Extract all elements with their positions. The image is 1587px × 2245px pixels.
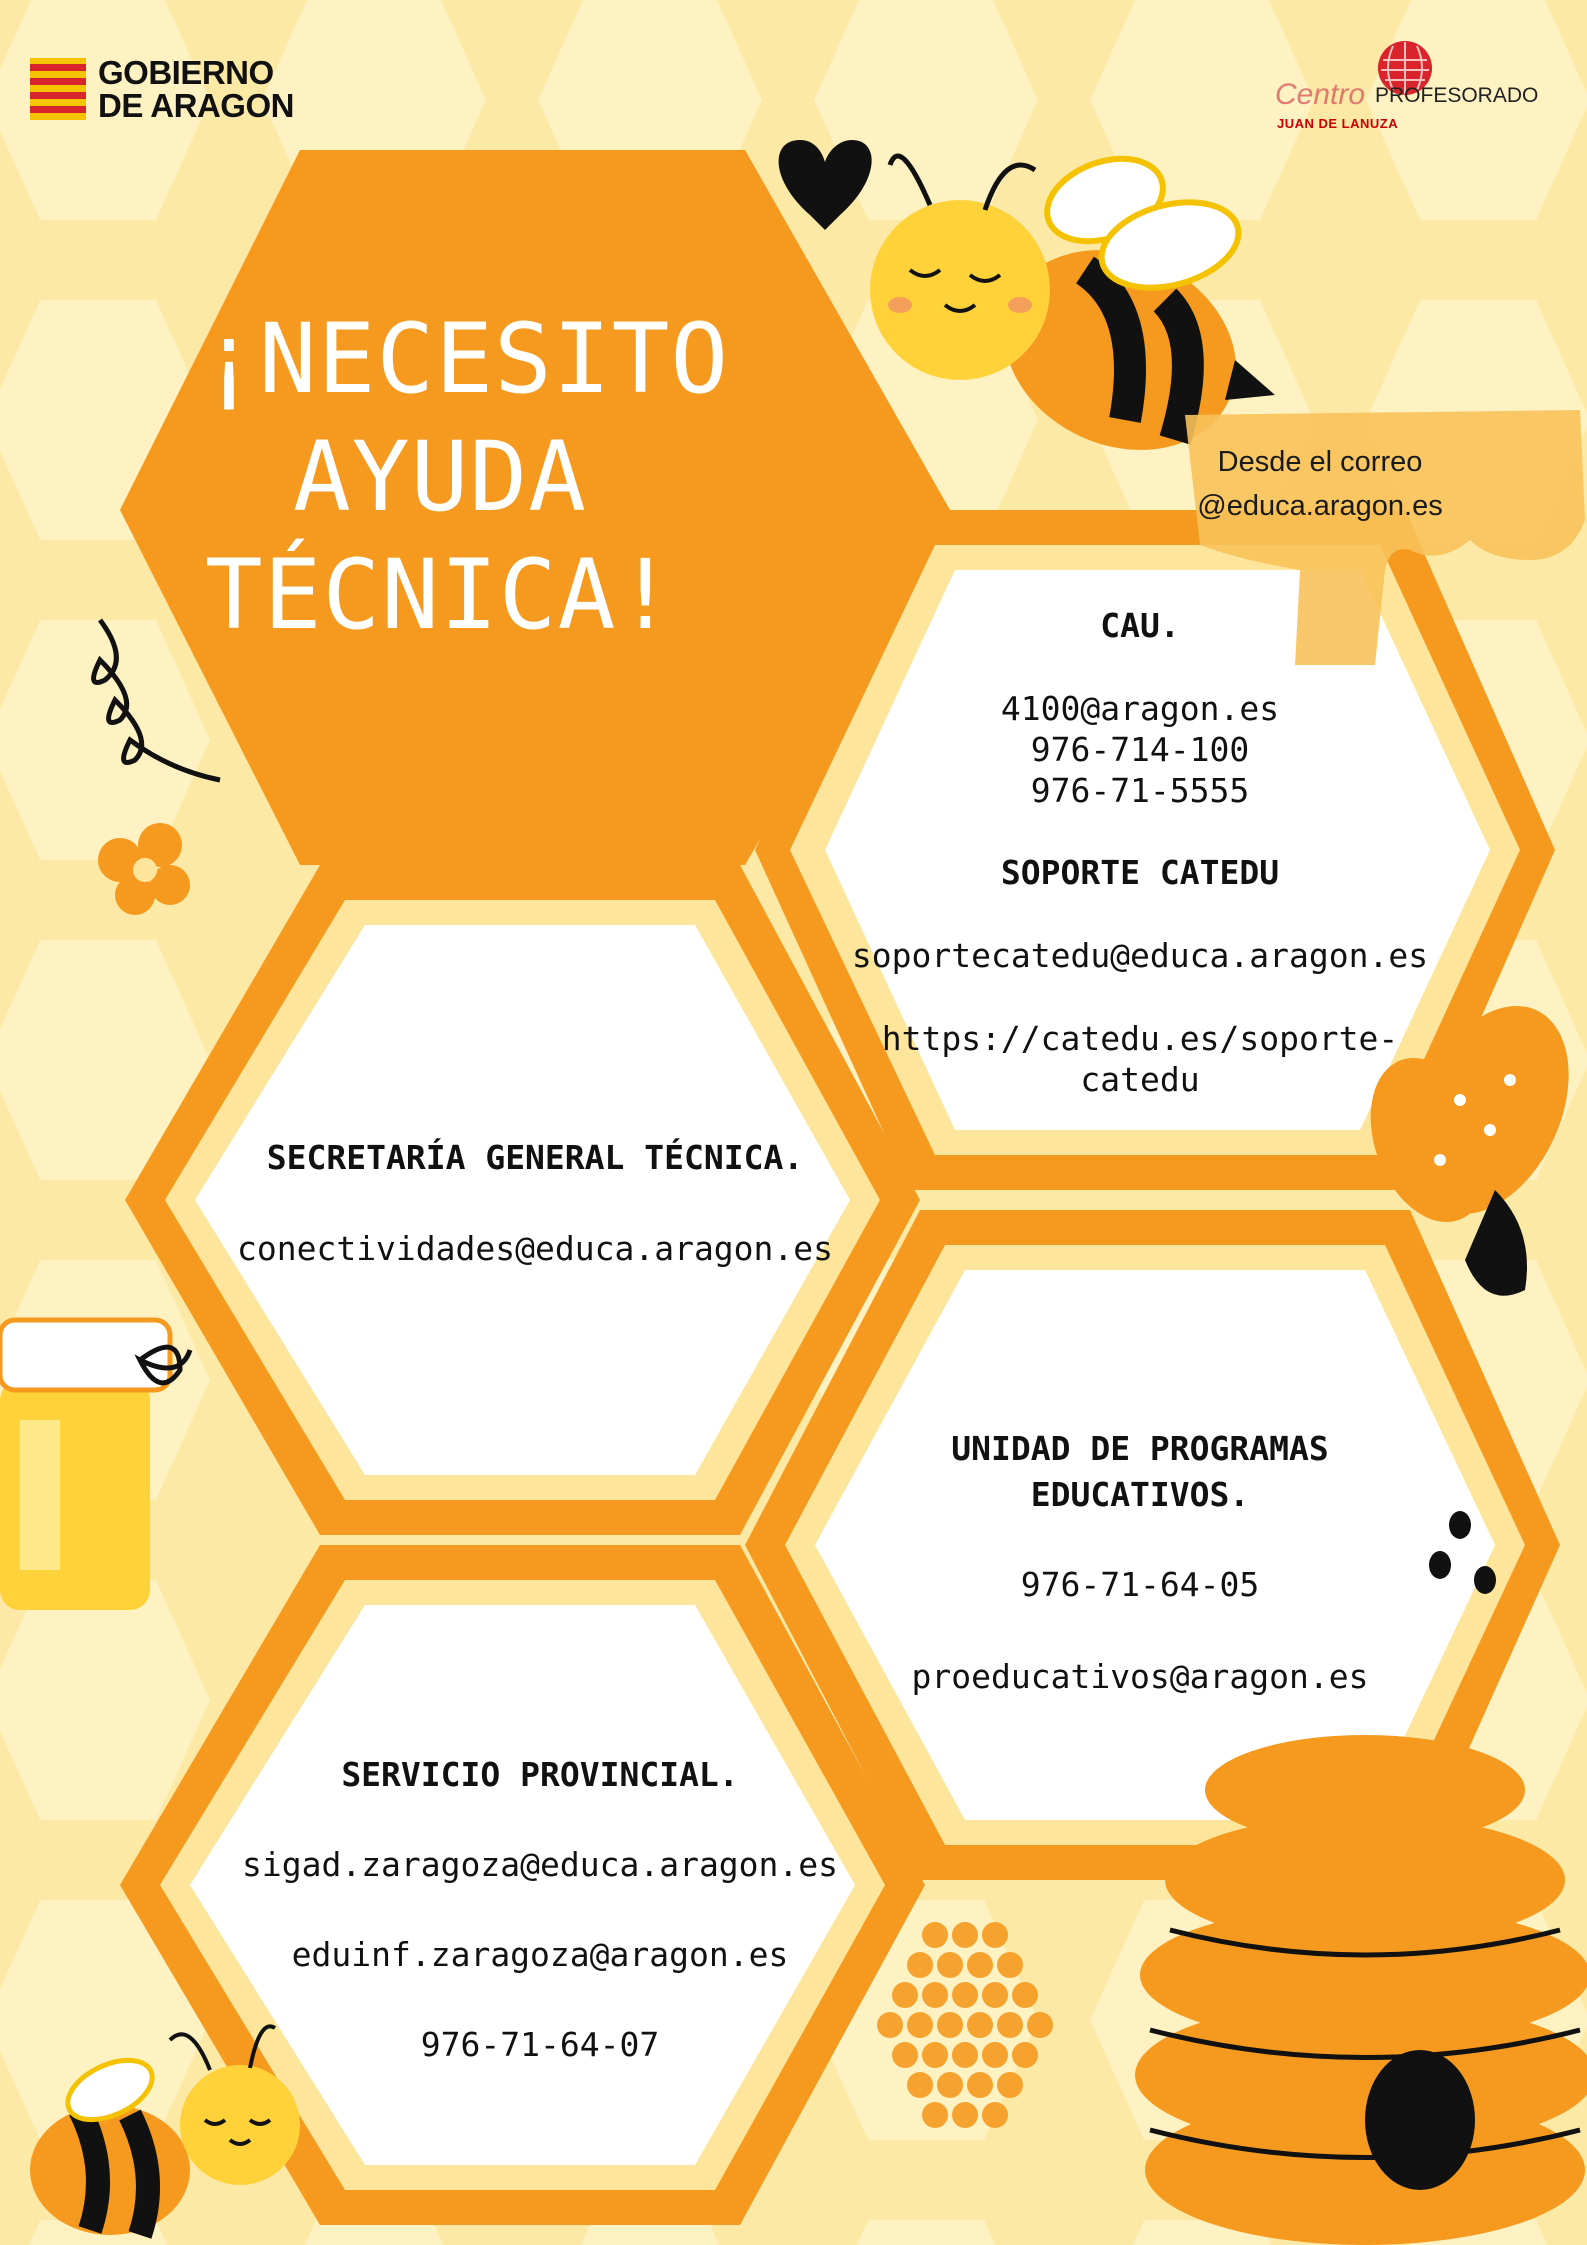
- unidad-title-1: UNIDAD DE PROGRAMAS: [951, 1429, 1329, 1468]
- servicio-phone[interactable]: 976-71-64-07: [420, 2025, 660, 2064]
- note-line-1: Desde el correo: [1217, 446, 1423, 478]
- logo-line-1: GOBIERNO: [98, 54, 274, 91]
- logo-centro: Centro: [1275, 78, 1366, 111]
- centro-profesorado-logo: [1275, 40, 1575, 140]
- flower-left: [98, 823, 190, 915]
- servicio-email-1[interactable]: sigad.zaragoza@educa.aragon.es: [241, 1845, 839, 1884]
- seed-1: [1449, 1511, 1471, 1539]
- seed-3: [1474, 1566, 1496, 1594]
- cau-email[interactable]: 4100@aragon.es: [1000, 689, 1280, 728]
- logo-line-2: DE ARAGON: [98, 87, 294, 124]
- unidad-phone[interactable]: 976-71-64-05: [1020, 1565, 1260, 1604]
- servicio-email-2[interactable]: eduinf.zaragoza@aragon.es: [291, 1935, 789, 1974]
- note-line-2: @educa.aragon.es: [1197, 490, 1443, 522]
- headline: [200, 300, 730, 654]
- secretaria-title: SECRETARÍA GENERAL TÉCNICA.: [266, 1138, 804, 1177]
- soporte-url-line-1[interactable]: https://catedu.es/soporte-: [881, 1019, 1399, 1058]
- soporte-url-line-2[interactable]: catedu: [1080, 1060, 1200, 1099]
- headline-line-1: ¡NECESITO: [200, 303, 730, 415]
- soporte-email[interactable]: soportecatedu@educa.aragon.es: [851, 936, 1429, 975]
- seed-2: [1429, 1551, 1451, 1579]
- headline-line-3: TÉCNICA!: [204, 539, 676, 651]
- honey-dots: [877, 1922, 1053, 2128]
- unidad-title-2: EDUCATIVOS.: [1030, 1475, 1250, 1514]
- cau-title: CAU.: [1100, 606, 1180, 645]
- headline-line-2: AYUDA: [293, 421, 587, 533]
- aragon-flag-icon: [30, 58, 86, 120]
- logo-juan-de-lanuza: JUAN DE LANUZA: [1277, 116, 1399, 131]
- soporte-title: SOPORTE CATEDU: [1000, 853, 1280, 892]
- email-note: [1190, 440, 1450, 528]
- unidad-email[interactable]: proeducativos@aragon.es: [911, 1657, 1369, 1696]
- servicio-title: SERVICIO PROVINCIAL.: [341, 1755, 739, 1794]
- logo-profesorado: PROFESORADO: [1375, 84, 1539, 107]
- secretaria-email[interactable]: conectividades@educa.aragon.es: [236, 1229, 834, 1268]
- cau-phone-1[interactable]: 976-714-100: [1030, 730, 1250, 769]
- hex-secretaria-frame: [125, 865, 920, 1535]
- heart-icon: [779, 140, 872, 230]
- cau-phone-2[interactable]: 976-71-5555: [1030, 771, 1250, 810]
- honey-jar: [0, 1320, 190, 1610]
